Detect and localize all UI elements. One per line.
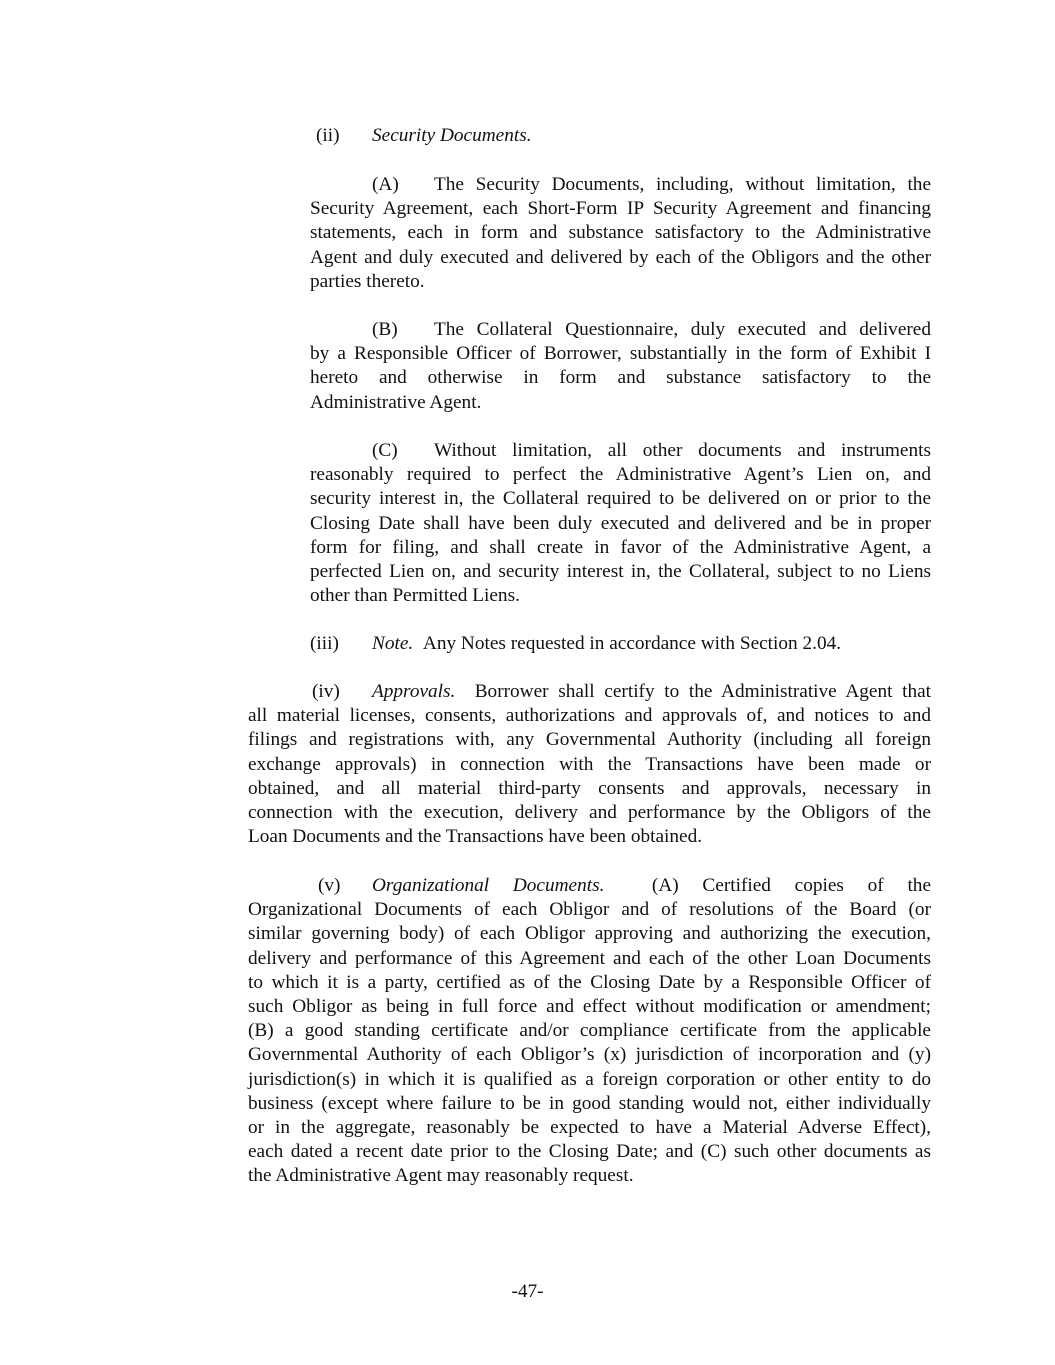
section-heading: Approvals. xyxy=(372,681,456,702)
paragraph-line: perfected Lien on, and security interest in, the Collateral, subject to no Liens xyxy=(310,561,931,583)
subsection-number: (B) xyxy=(372,319,398,340)
paragraph-line: all material licenses, consents, authorizations and approvals of, and notices to and xyxy=(248,705,931,727)
section-number: (iv) xyxy=(312,681,340,702)
paragraph-line: exchange approvals) in connection with the Transactions have been made or xyxy=(248,753,931,775)
paragraph-line: reasonably required to perfect the Administrative Agent’s Lien on, and xyxy=(310,464,931,486)
paragraph-line: Loan Documents and the Transactions have been obtained. xyxy=(248,826,703,848)
paragraph-line: obtained, and all material third-party consents and approvals, necessary in xyxy=(248,777,931,799)
section-ii-c-paragraph xyxy=(310,439,931,608)
subsection-number: (A) xyxy=(372,174,399,195)
paragraph-line: jurisdiction(s) in which it is qualified as a foreign corporation or other entity to do xyxy=(248,1068,931,1090)
paragraph-line-first xyxy=(310,173,931,197)
paragraph-text: Any Notes requested in accordance with Section 2.04. xyxy=(422,633,842,654)
paragraph-line: parties thereto. xyxy=(310,270,425,292)
paragraph-line: Governmental Authority of each Obligor’s (x) jurisdiction of incorporation and (y) xyxy=(248,1044,931,1066)
section-iv-paragraph xyxy=(248,680,931,849)
paragraph-line: (B) a good standing certificate and/or compliance certificate from the applicable xyxy=(248,1020,931,1042)
section-v-paragraph xyxy=(248,874,931,1189)
section-ii-b-paragraph xyxy=(310,318,931,415)
paragraph-text: (A) Certified copies of the xyxy=(651,875,932,896)
paragraph-line-first xyxy=(248,680,931,704)
section-number: (iii) xyxy=(310,633,339,654)
section-heading: Note. xyxy=(372,633,414,654)
paragraph-line: by a Responsible Officer of Borrower, substantially in the form of Exhibit I xyxy=(310,343,931,365)
paragraph-line: Closing Date shall have been duly executed and delivered and be in proper xyxy=(310,512,931,534)
section-ii-a-paragraph xyxy=(310,173,931,294)
paragraph-line: business (except where failure to be in good standing would not, either individually xyxy=(248,1092,931,1114)
paragraph-line: such Obligor as being in full force and effect without modification or amendment; xyxy=(248,996,931,1018)
page-number: -47- xyxy=(511,1281,544,1302)
subsection-number: (C) xyxy=(372,440,398,461)
paragraph-line: hereto and otherwise in form and substance satisfactory to the xyxy=(310,367,931,389)
section-heading: Security Documents. xyxy=(372,125,532,146)
paragraph-line: Security Agreement, each Short-Form IP Security Agreement and financing xyxy=(310,198,931,220)
paragraph-line: to which it is a party, certified as of the Closing Date by a Responsible Officer of xyxy=(248,971,931,993)
section-ii-heading xyxy=(316,124,916,148)
paragraph-line-first xyxy=(248,874,931,898)
paragraph-line: Organizational Documents of each Obligor and of resolutions of the Board (or xyxy=(248,899,931,921)
paragraph-line: security interest in, the Collateral required to be delivered on or prior to the xyxy=(310,488,931,510)
paragraph-line: delivery and performance of this Agreement and each of the other Loan Documents xyxy=(248,947,931,969)
paragraph-text: The Collateral Questionnaire, duly executed and delivered xyxy=(434,319,931,340)
paragraph-line: statements, each in form and substance satisfactory to the Administrative xyxy=(310,222,931,244)
section-number: (v) xyxy=(318,875,341,896)
paragraph-line: connection with the execution, delivery and performance by the Obligors of the xyxy=(248,802,931,824)
paragraph-line: filings and registrations with, any Governmental Authority (including all foreign xyxy=(248,729,931,751)
paragraph-text: Borrower shall certify to the Administrative Agent that xyxy=(474,681,932,702)
paragraph-line: other than Permitted Liens. xyxy=(310,585,520,607)
paragraph-line: the Administrative Agent may reasonably request. xyxy=(248,1165,634,1187)
paragraph-line-first xyxy=(310,318,931,342)
paragraph-line: each dated a recent date prior to the Closing Date; and (C) such other documents as xyxy=(248,1141,931,1163)
paragraph-text: Without limitation, all other documents and instruments xyxy=(434,440,931,461)
section-heading: Organizational Documents. xyxy=(372,875,605,896)
paragraph-line: or in the aggregate, reasonably be expected to have a Material Adverse Effect), xyxy=(248,1117,931,1139)
paragraph-line: similar governing body) of each Obligor approving and authorizing the execution, xyxy=(248,923,931,945)
paragraph-line-first xyxy=(310,439,931,463)
section-iii-paragraph xyxy=(310,632,931,656)
paragraph-text: The Security Documents, including, without limitation, the xyxy=(434,174,931,195)
paragraph-line: Agent and duly executed and delivered by each of the Obligors and the other xyxy=(310,246,931,268)
section-number: (ii) xyxy=(316,125,340,146)
paragraph-line: form for filing, and shall create in favor of the Administrative Agent, a xyxy=(310,536,931,558)
paragraph-line: Administrative Agent. xyxy=(310,391,482,413)
